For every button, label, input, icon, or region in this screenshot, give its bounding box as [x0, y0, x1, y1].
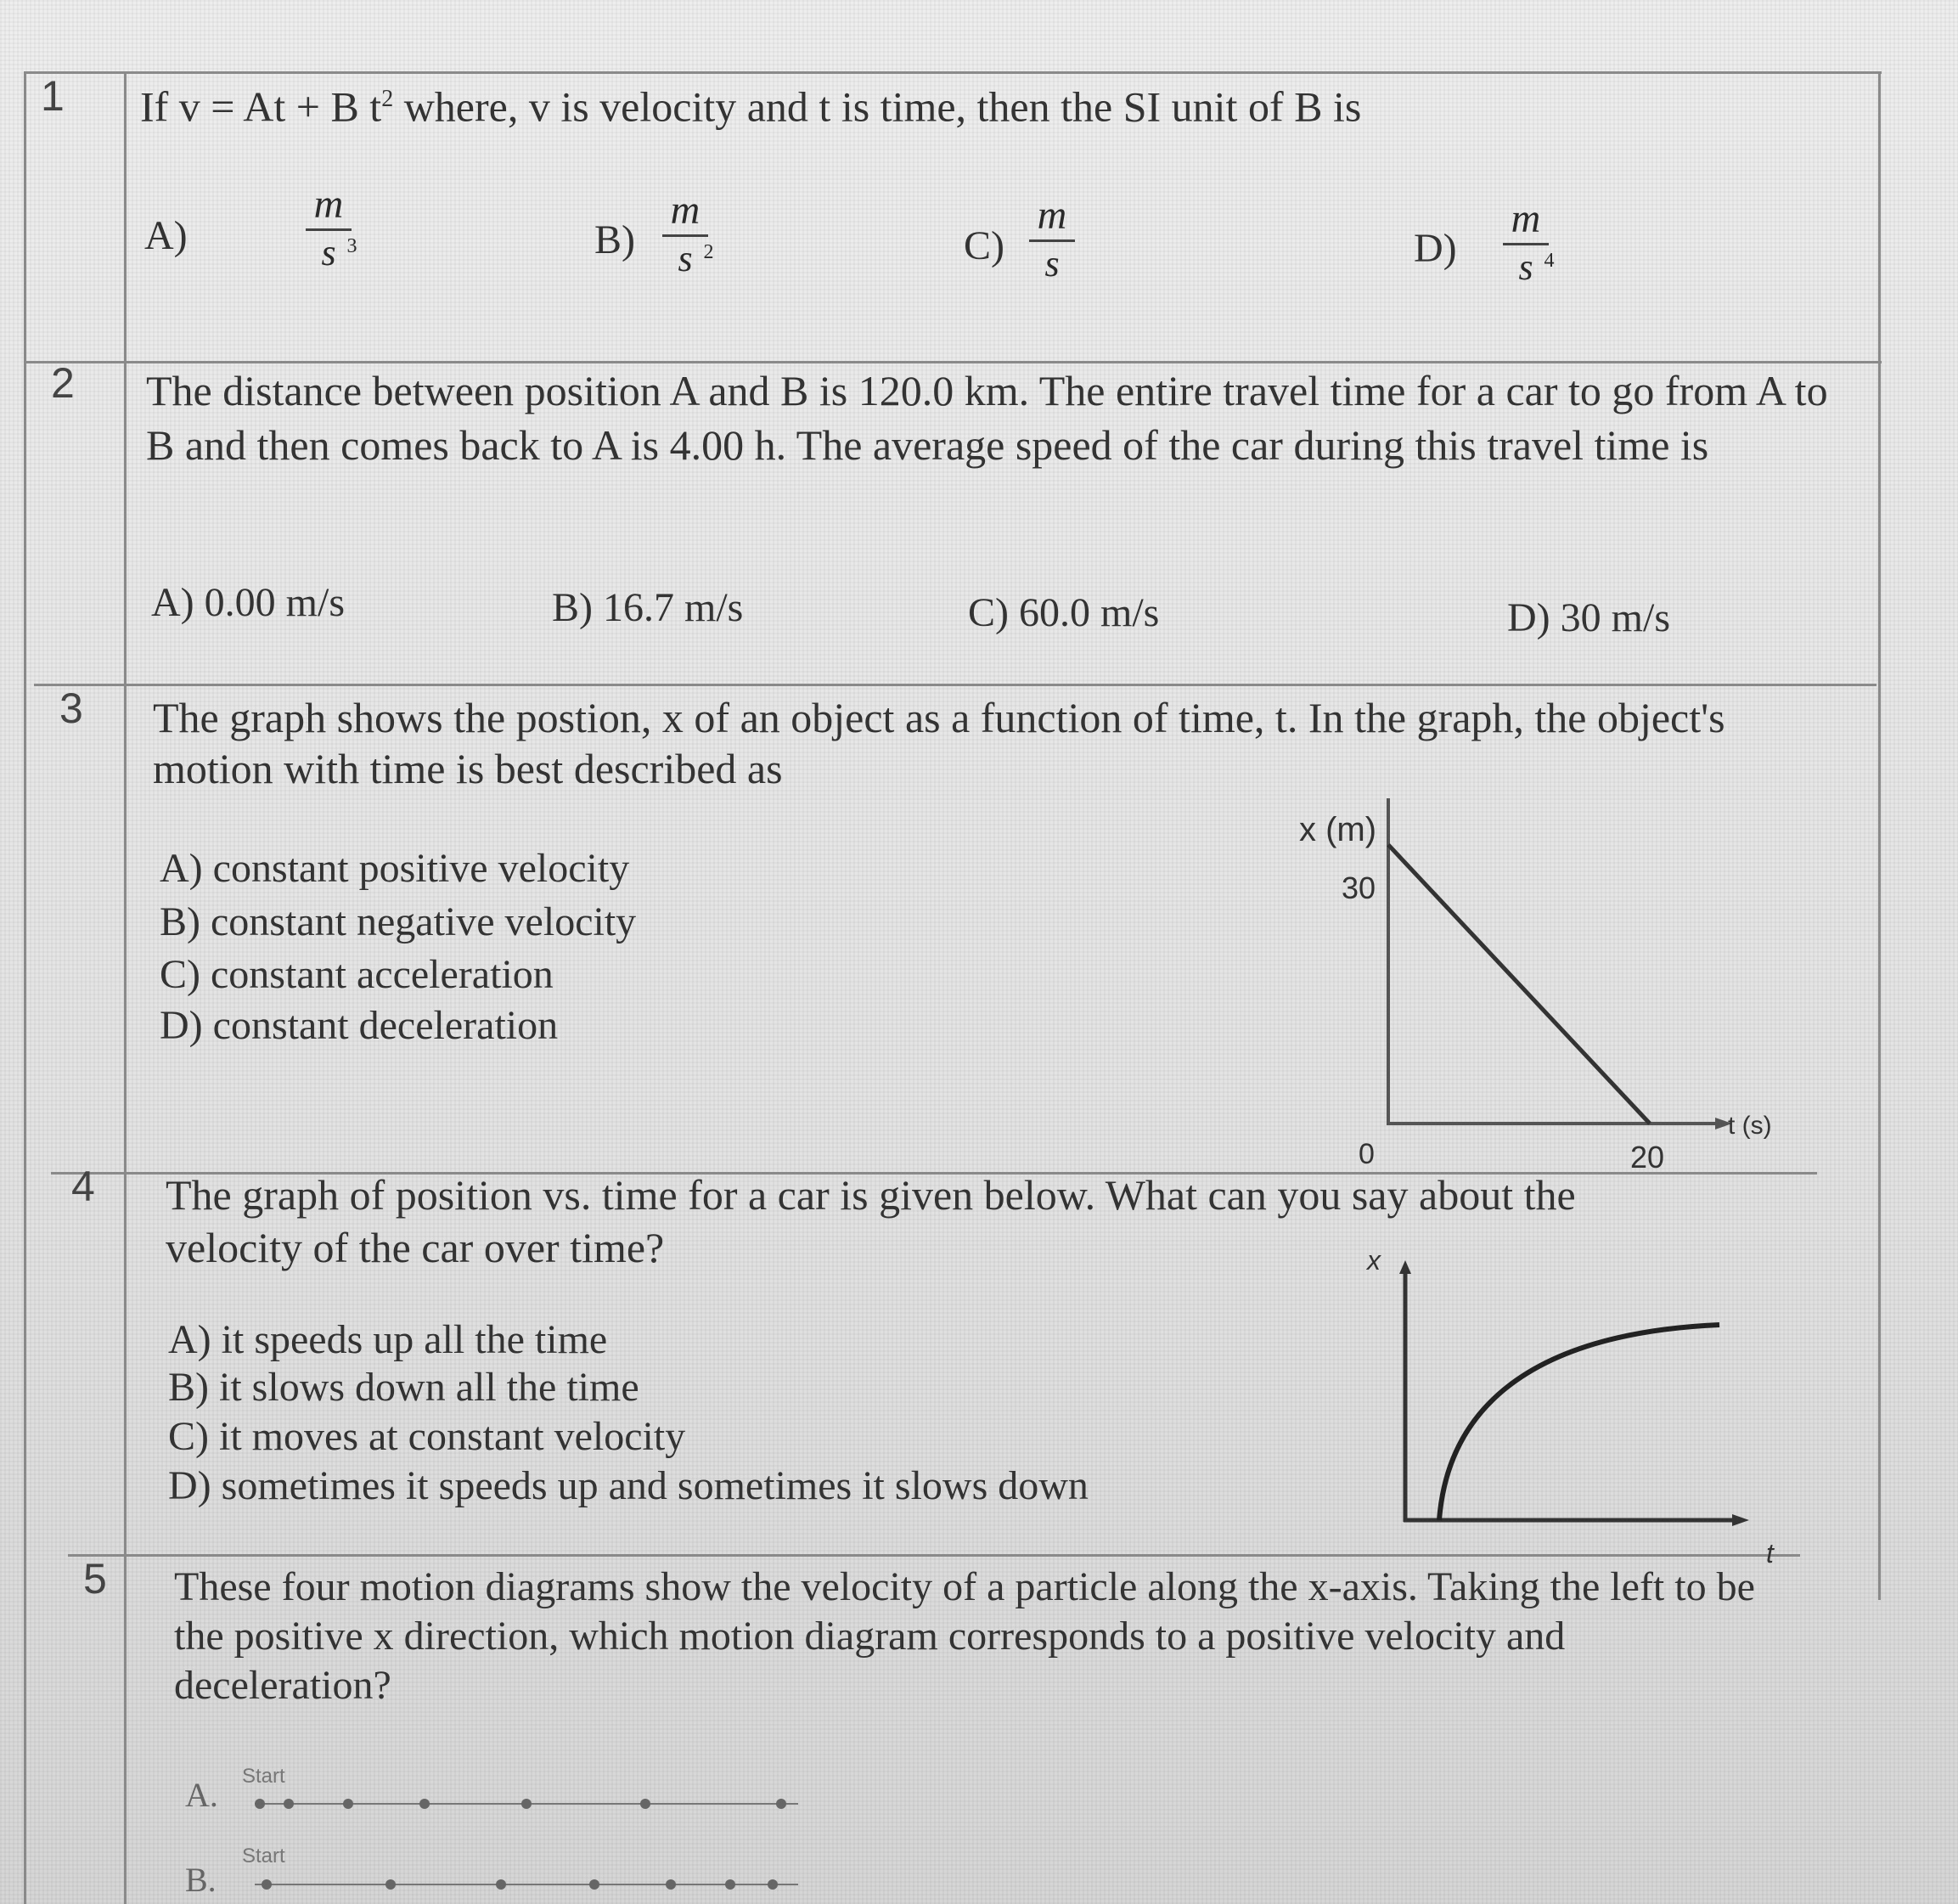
table-left-border [24, 71, 26, 1904]
chart1-x-tick-20: 20 [1630, 1140, 1665, 1175]
question-number-2: 2 [51, 359, 75, 407]
q1-option-c-letter[interactable]: C) [964, 223, 1004, 268]
motion-diagram-b [255, 1873, 807, 1898]
diagram-a-dot [776, 1799, 786, 1809]
table-right-border [1878, 71, 1881, 1600]
diagram-b-dot [725, 1879, 735, 1890]
q3-option-c[interactable]: C) constant acceleration [160, 952, 554, 997]
chart2-x-arrow [1732, 1514, 1749, 1526]
question-number-1: 1 [41, 72, 65, 120]
question-5-text: These four motion diagrams show the velocity of a particle along the x-axis. Taking the left to be the positive x direction, which motion diagram corresponds to a positive velocity and deceleration? [174, 1564, 1755, 1708]
q5-option-b-letter[interactable]: B. [185, 1861, 217, 1899]
fraction-bar [662, 234, 708, 237]
diagram-a-dot [255, 1799, 265, 1809]
diagram-b-dot [666, 1879, 676, 1890]
fraction-bar [1503, 243, 1549, 245]
diagram-a-dot [343, 1799, 353, 1809]
question-number-5: 5 [83, 1555, 107, 1603]
fraction-bar [306, 228, 352, 231]
q1-b-den-base: s [678, 238, 693, 279]
q1-option-d-letter[interactable]: D) [1414, 226, 1457, 271]
diagram-b-dot [385, 1879, 396, 1890]
diagram-a-dot [640, 1799, 650, 1809]
motion-diagram-a [255, 1792, 807, 1817]
q1-a-den-base: s [321, 232, 336, 273]
q1-b-denominator [678, 238, 714, 279]
q1-a-numerator: m [313, 182, 344, 227]
row-divider-2 [34, 684, 1876, 686]
q3-option-a[interactable]: A) constant positive velocity [160, 846, 630, 891]
chart2-y-label: x [1367, 1245, 1381, 1276]
q1-option-a-fraction [306, 182, 357, 273]
diagram-a-dot [284, 1799, 294, 1809]
chart1-x-tick-0: 0 [1359, 1138, 1375, 1170]
q1-b-numerator: m [670, 188, 700, 233]
q1-option-c-fraction [1029, 194, 1075, 284]
q3-option-d[interactable]: D) constant deceleration [160, 1003, 559, 1048]
q2-option-a[interactable]: A) 0.00 m/s [151, 580, 345, 625]
q4-option-b[interactable]: B) it slows down all the time [168, 1365, 639, 1410]
chart1-x-label: t (s) [1728, 1112, 1772, 1140]
q5-option-a-start-label: Start [242, 1765, 285, 1788]
q1-c-den-base: s [1044, 243, 1060, 284]
q2-option-d[interactable]: D) 30 m/s [1507, 595, 1670, 640]
diagram-b-dot [589, 1879, 599, 1890]
question-3-text: The graph shows the postion, x of an object as a function of time, t. In the graph, the object's motion with time is best described as [153, 694, 1725, 792]
chart1-y-tick-30: 30 [1342, 870, 1376, 905]
q2-option-c[interactable]: C) 60.0 m/s [968, 590, 1160, 635]
diagram-b-dot [768, 1879, 778, 1890]
q1-option-a-letter[interactable]: A) [144, 213, 188, 258]
diagram-b-dot [496, 1879, 506, 1890]
chart2-x-label: t [1766, 1538, 1774, 1569]
chart2-y-arrow [1399, 1260, 1411, 1274]
question-1-text-pre: If v = At + B t [140, 82, 382, 131]
question-number-4: 4 [71, 1163, 95, 1210]
diagram-b-dot [262, 1879, 272, 1890]
q3-option-b[interactable]: B) constant negative velocity [160, 899, 637, 944]
fraction-bar [1029, 239, 1075, 242]
number-column-divider [124, 71, 127, 1904]
q1-d-den-base: s [1518, 246, 1533, 288]
q5-option-b-start-label: Start [242, 1845, 285, 1867]
q1-a-denominator [321, 232, 357, 273]
question-1-text [140, 73, 1753, 133]
question-number-3: 3 [59, 684, 83, 732]
q4-option-d[interactable]: D) sometimes it speeds up and sometimes it slows down [168, 1463, 1089, 1508]
question-4-text: The graph of position vs. time for a car is given below. What can you say about the velocity of the car over time? [166, 1171, 1576, 1271]
q1-d-denominator [1518, 246, 1555, 288]
question-1-exponent: 2 [381, 86, 394, 112]
chart1-data-line [1388, 845, 1650, 1124]
q1-c-numerator: m [1037, 193, 1067, 238]
q1-a-exponent: 3 [346, 235, 357, 257]
q4-option-c[interactable]: C) it moves at constant velocity [168, 1414, 686, 1459]
q1-option-b-fraction [662, 188, 714, 279]
diagram-a-dot [419, 1799, 430, 1809]
q1-d-exponent: 4 [1544, 250, 1555, 272]
question-2-text: The distance between position A and B is 120.0 km. The entire travel time for a car to go from A to B and then comes back to A is 4.00 h. The average speed of the car during this travel time is [146, 367, 1828, 469]
chart1-y-label: x (m) [1299, 811, 1377, 848]
q1-option-d-fraction [1503, 196, 1555, 288]
position-time-chart-linear [1274, 781, 1817, 1180]
position-time-chart-curve [1342, 1240, 1817, 1580]
q5-option-a-letter[interactable]: A. [185, 1776, 218, 1814]
question-1-text-post: where, v is velocity and t is time, then the SI unit of B is [393, 82, 1362, 131]
q4-option-a[interactable]: A) it speeds up all the time [168, 1317, 608, 1362]
q1-option-b-letter[interactable]: B) [594, 217, 635, 262]
chart2-data-curve [1439, 1325, 1719, 1520]
q1-b-exponent: 2 [703, 241, 714, 263]
q1-c-denominator [1044, 244, 1059, 284]
diagram-a-dot [521, 1799, 532, 1809]
q2-option-b[interactable]: B) 16.7 m/s [552, 585, 744, 630]
q1-d-numerator: m [1511, 196, 1541, 241]
